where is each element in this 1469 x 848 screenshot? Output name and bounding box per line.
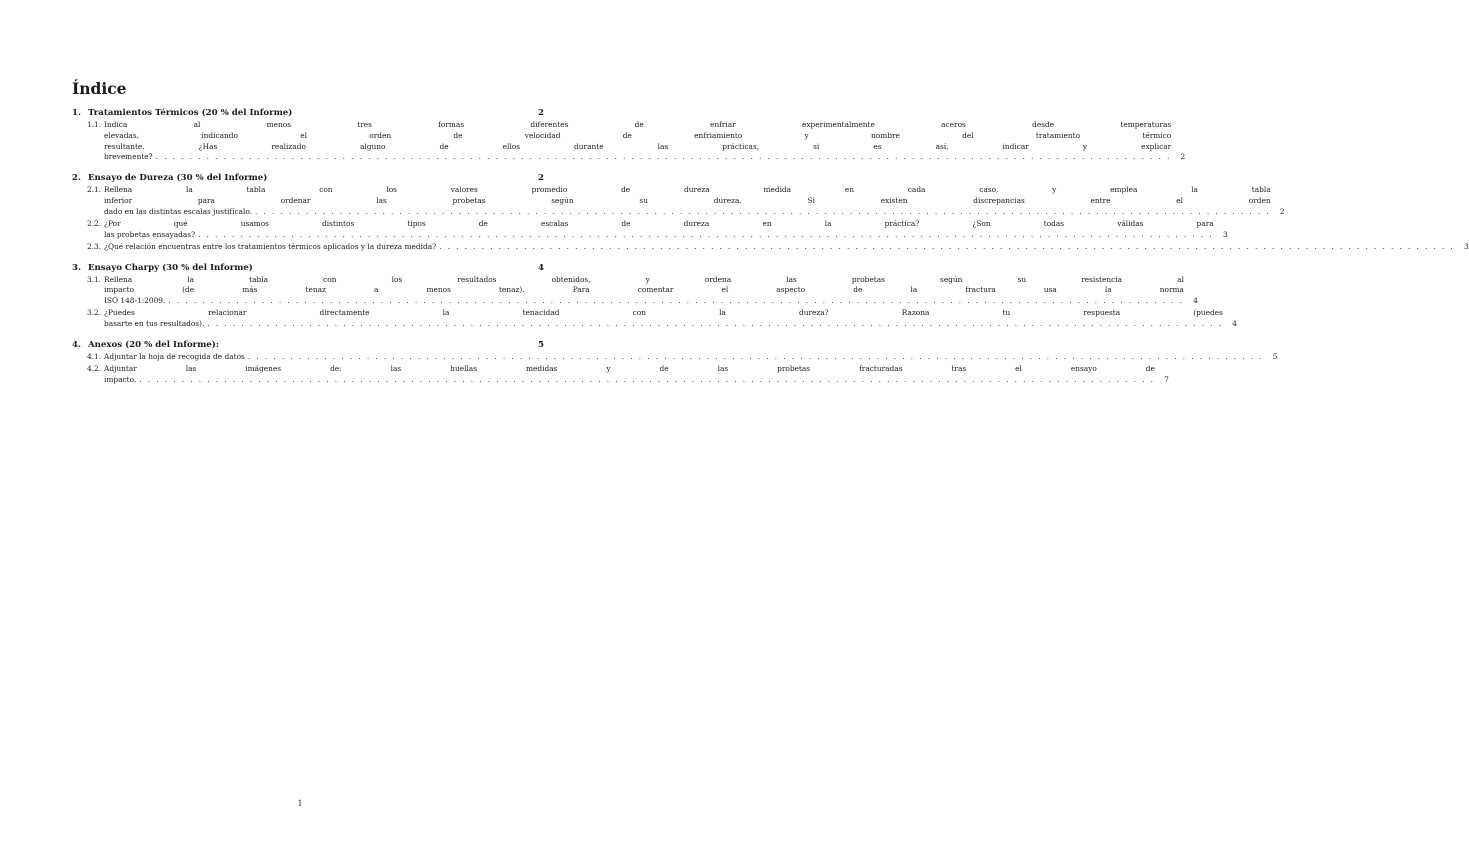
section-title: Anexos (20 % del Informe): — [88, 339, 220, 350]
entry-text-line: Rellena la tabla con los resultados obtenidos, y ordena las probetas según su resistencia al — [104, 274, 1184, 284]
entry-text-last-line: ISO 148-1:2009. — [104, 296, 166, 306]
toc-entry[interactable] — [72, 185, 1285, 217]
entry-text-last-line: basarte en tus resultados). — [104, 319, 205, 329]
entry-text — [104, 308, 1223, 330]
section-page-number: 2 — [538, 173, 544, 184]
section-title: Ensayo Charpy (30 % del Informe) — [88, 262, 253, 273]
entry-text — [104, 352, 1263, 363]
page-number: 1 — [297, 799, 303, 808]
toc-section-heading[interactable] — [72, 263, 544, 274]
entry-number: 2.2. — [87, 218, 102, 228]
entry-text-last-line: brevemente? — [104, 152, 153, 162]
entry-text-last-line: impacto. — [104, 374, 137, 384]
entry-text-line: Indica al menos tres formas diferentes de enfriar experimentalmente aceros desde temperaturas — [104, 120, 1172, 129]
dot-leader: . . . . . . . . . . . . . . . . . . . . . . . . . . . . . . . . . . . . . . . . . . . . . . . . . . . . . . . . . . . . . . . . . . . . . . . . . . . . . . . . . . . . . . . . . . . . . . . . . . . . . . . . . . . . . . . . . . . . . . . . — [255, 206, 1271, 216]
entry-text-line: ¿Puedes relacionar directamente la tenacidad con la dureza? Razona tu respuesta (puedes — [104, 308, 1223, 318]
toc-section — [72, 339, 1278, 386]
section-number: 3. — [72, 262, 81, 273]
entry-text-last-line: las probetas ensayadas? — [104, 229, 196, 239]
entry-number: 2.3. — [87, 241, 102, 251]
dot-leader: . . . . . . . . . . . . . . . . . . . . . . . . . . . . . . . . . . . . . . . . . . . . . . . . . . . . . . . . . . . . . . . . . . . . . . . . . . . . . . . . . . . . . . . . . . . . . . . . . . . . . . . . . . . . . . . . . . . . . . . . — [139, 374, 1155, 384]
toc-section-heading[interactable] — [72, 340, 544, 351]
dot-leader: . . . . . . . . . . . . . . . . . . . . . . . . . . . . . . . . . . . . . . . . . . . . . . . . . . . . . . . . . . . . . . . . . . . . . . . . . . . . . . . . . . . . . . . . . . . . . . . . . . . . . . . . . . . . . . . . . . . . . . . . — [439, 241, 1455, 251]
entry-text — [104, 219, 1214, 241]
entry-number: 3.1. — [87, 274, 102, 284]
entry-page-number: 4 — [1193, 296, 1198, 306]
entry-page-number: 2 — [1180, 152, 1186, 162]
toc-entry[interactable] — [72, 218, 1228, 241]
section-number: 2. — [72, 173, 81, 184]
dot-leader: . . . . . . . . . . . . . . . . . . . . . . . . . . . . . . . . . . . . . . . . . . . . . . . . . . . . . . . . . . . . . . . . . . . . . . . . . . . . . . . . . . . . . . . . . . . . . . . . . . . . . . . . . . . . . . . . . . . . . . . . — [207, 319, 1223, 329]
entry-number: 2.1. — [87, 185, 102, 195]
entry-page-number: 3 — [1222, 229, 1228, 239]
dot-leader: . . . . . . . . . . . . . . . . . . . . . . . . . . . . . . . . . . . . . . . . . . . . . . . . . . . . . . . . . . . . . . . . . . . . . . . . . . . . . . . . . . . . . . . . . . . . . . . . . . . . . . . . . . . . . . . . . . . . . . . . — [198, 229, 1214, 239]
table-of-contents — [72, 108, 1469, 396]
entry-text-last-line: ¿Qué relación encuentras entre los tratamientos térmicos aplicados y la dureza medida? — [104, 241, 437, 251]
entry-text — [104, 120, 1171, 163]
entry-text — [104, 364, 1155, 386]
dot-leader: . . . . . . . . . . . . . . . . . . . . . . . . . . . . . . . . . . . . . . . . . . . . . . . . . . . . . . . . . . . . . . . . . . . . . . . . . . . . . . . . . . . . . . . . . . . . . . . . . . . . . . . . . . . . . . . . . . . . . . . . — [168, 296, 1184, 306]
section-page-number: 4 — [538, 262, 544, 273]
entry-number: 4.1. — [87, 351, 102, 361]
entry-text-line: ¿Por qué usamos distintos tipos de escalas de dureza en la práctica? ¿Son todas válidas para — [104, 218, 1214, 228]
dot-leader: . . . . . . . . . . . . . . . . . . . . . . . . . . . . . . . . . . . . . . . . . . . . . . . . . . . . . . . . . . . . . . . . . . . . . . . . . . . . . . . . . . . . . . . . . . . . . . . . . . . . . . . . . . . . . . . . . . . . . . . . — [155, 152, 1172, 162]
entry-page-number: 4 — [1232, 319, 1237, 329]
toc-entry[interactable] — [72, 241, 1469, 253]
toc-entry[interactable] — [72, 274, 1198, 307]
toc-section-heading[interactable] — [72, 108, 544, 119]
toc-entry[interactable] — [72, 308, 1237, 330]
section-page-number: 2 — [538, 108, 544, 118]
toc-section-heading[interactable] — [72, 173, 544, 184]
dot-leader: . . . . . . . . . . . . . . . . . . . . . . . . . . . . . . . . . . . . . . . . . . . . . . . . . . . . . . . . . . . . . . . . . . . . . . . . . . . . . . . . . . . . . . . . . . . . . . . . . . . . . . . . . . . . . . . . . . . . . . . . — [247, 351, 1264, 361]
entry-text-line: Rellena la tabla con los valores promedio de dureza medida en cada caso, y emplea la tabla — [104, 185, 1271, 195]
page-title: Índice — [72, 79, 127, 98]
entry-text — [104, 275, 1184, 307]
section-number: 1. — [72, 108, 81, 118]
toc-entry[interactable] — [72, 120, 1186, 163]
entry-text-last-line: dado en las distintas escalas justifícalo. — [104, 206, 253, 216]
entry-page-number: 2 — [1279, 206, 1285, 216]
toc-section — [72, 173, 1469, 252]
entry-number: 1.1. — [87, 120, 102, 129]
section-number: 4. — [72, 339, 81, 350]
entry-page-number: 3 — [1463, 241, 1469, 251]
entry-page-number: 5 — [1272, 351, 1278, 361]
entry-text-line: resultante. ¿Has realizado alguno de ellos durante las prácticas, si es así, indicar y explicar — [104, 141, 1172, 151]
entry-text-line: impacto (de más tenaz a menos tenaz). Para comentar el aspecto de la fractura usa la norma — [104, 285, 1184, 295]
section-title: Ensayo de Dureza (30 % del Informe) — [88, 173, 268, 184]
entry-text-line: inferior para ordenar las probetas según su dureza. Si existen discrepancias entre el orden — [104, 195, 1271, 205]
entry-text-line: elevadas, indicando el orden de velocidad de enfriamiento y nombre del tratamiento térmico — [104, 130, 1172, 140]
section-title: Tratamientos Térmicos (20 % del Informe) — [88, 108, 293, 118]
entry-text-line: Adjuntar las imágenes de: las huellas medidas y de las probetas fracturadas tras el ensayo de — [104, 363, 1155, 373]
entry-text — [104, 242, 1455, 253]
entry-text-last-line: Adjuntar la hoja de recogida de datos — [104, 351, 245, 361]
toc-section — [72, 108, 1186, 163]
toc-section — [72, 262, 1237, 330]
entry-number: 4.2. — [87, 363, 102, 373]
section-page-number: 5 — [538, 339, 544, 350]
toc-entry[interactable] — [72, 363, 1169, 386]
entry-number: 3.2. — [87, 308, 102, 318]
entry-page-number: 7 — [1164, 374, 1169, 384]
entry-text — [104, 185, 1271, 217]
toc-entry[interactable] — [72, 351, 1278, 363]
